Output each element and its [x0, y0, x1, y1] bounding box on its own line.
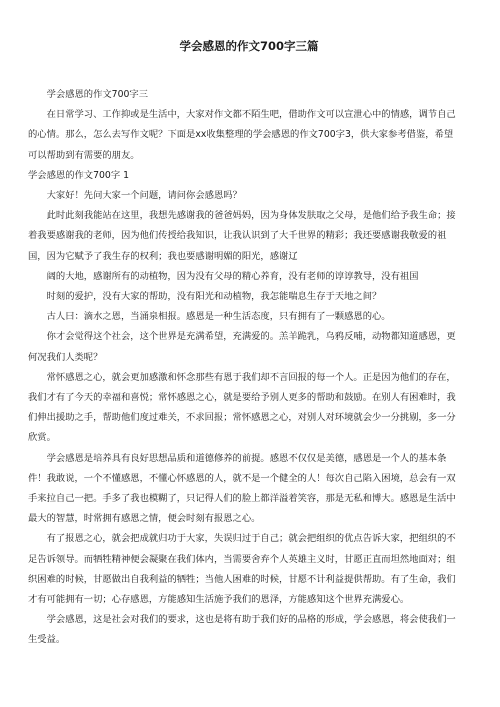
- paragraph: 在日常学习、工作抑或是生活中，大家对作文都不陌生吧，借助作文可以宣泄心中的情感，调节自己的心情。那么，怎么去写作文呢？下面是xx收集整理的学会感恩的作文700字3，供大家参考借鉴，希望可以帮助到有需要的朋友。: [28, 109, 456, 161]
- paragraph: 你才会觉得这个社会，这个世界是充满希望，充满爱的。羔羊跪乳，乌鸦反哺，动物都知道感恩，更何况我们人类呢？: [28, 331, 456, 363]
- paragraph: 时刻的爱护，没有大家的帮助，没有阳光和动植物，我怎能喘息生存于天地之间？: [46, 291, 382, 303]
- document-title: 学会感恩的作文700字三篇: [179, 39, 319, 53]
- paragraph: 古人曰：滴水之恩，当涌泉相报。感恩是一种生活态度，只有拥有了一颗感恩的心。: [46, 311, 391, 323]
- paragraph: 常怀感恩之心，就会更加感激和怀念那些有恩于我们却不言回报的每一个人。正是因为他们的存在，我们才有了今天的幸福和喜悦；常怀感恩之心，就是要给予别人更多的帮助和鼓励。在别人有困难时，我们伸出援助之手，帮助他们度过难关，不求回报；常怀感恩之心，对别人对环境就会少一分挑剔，多一分欣赏。: [28, 371, 456, 444]
- paragraph: 学会感恩，这是社会对我们的要求，这也是将有助于我们好的品格的形成，学会感恩，将会使我们一生受益。: [28, 614, 456, 646]
- paragraph: 阔的大地，感谢所有的动植物，因为没有父母的精心养育，没有老师的谆谆教导，没有祖国: [46, 270, 419, 282]
- paragraph: 学会感恩是培养具有良好思想品质和道德修养的前提。感恩不仅仅是美德，感恩是一个人的基本条件！我敢说，一个不懂感恩，不懂心怀感恩的人，就不是一个健全的人！每次自己陷入困境，总会有一双手来拉自己一把。手多了我也模糊了，只记得人们的脸上都洋溢着笑容，那是无私和博大。感恩是生活中最大的智慧，时常拥有感恩之情，便会时刻有报恩之心。: [28, 452, 456, 525]
- paragraph: 此时此刻我能站在这里，我想先感谢我的爸爸妈妈，因为身体发肤取之父母，是他们给予我生命；接着我要感谢我的老师，因为他们传授给我知识，让我认识到了大千世界的精彩；我还要感谢我敬爱的祖国，因为它赋予了我生存的权利；我也要感谢明媚的阳光，感谢辽: [28, 210, 456, 262]
- paragraph: 大家好！先问大家一个问题，请问你会感恩吗？: [46, 190, 242, 202]
- section-heading: 学会感恩的作文700字 1: [28, 169, 129, 181]
- document-body: [28, 85, 462, 651]
- paragraph: 学会感恩的作文700字三: [46, 89, 149, 100]
- paragraph: 有了报恩之心，就会把成就归功于大家，失误归过于自己；就会把组织的优点告诉大家，把组织的不足告诉领导。而牺牲精神便会凝聚在我们体内，当需要舍弃个人英雄主义时，甘愿正直而坦然地面对；组织困难的时候，甘愿做出自我利益的牺牲；当他人困难的时候，甘愿不计利益提供帮助。有了生命，我们才有可能拥有一切；心存感恩，方能感知生活施予我们的恩泽，方能感知这个世界充满爱心。: [28, 533, 456, 606]
